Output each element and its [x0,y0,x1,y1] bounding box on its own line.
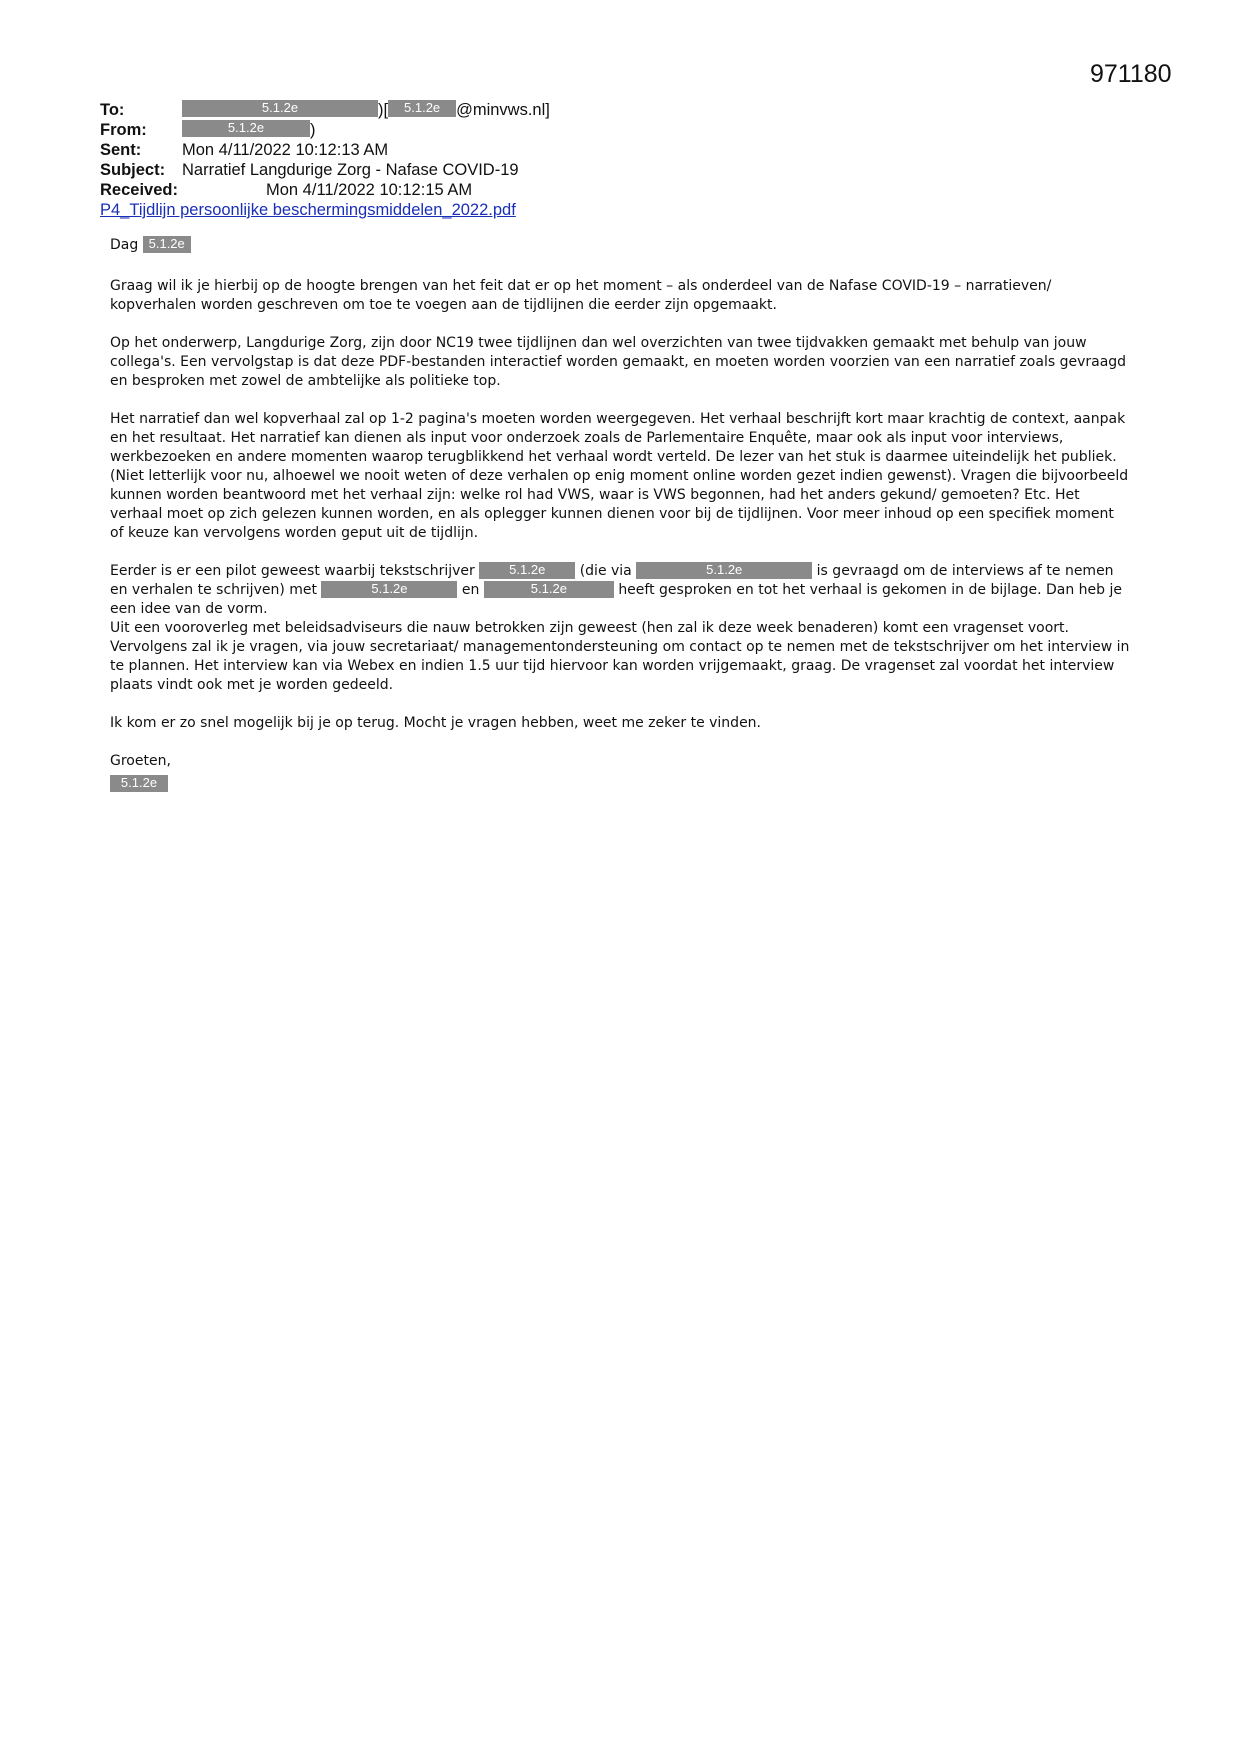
from-value [182,120,316,140]
to-value [182,100,550,120]
greeting [110,236,1130,258]
from-label: From: [100,121,147,139]
redaction-box: 5.1.2e [182,100,378,117]
pilot-text: Eerder is er een pilot geweest waarbij tekstschrijver [110,563,475,579]
subject-label: Subject: [100,161,166,179]
closing: Groeten, [110,753,171,769]
paragraph-pilot [110,562,1130,619]
sent-label: Sent: [100,141,142,159]
to-email-domain: @minvws.nl] [456,101,550,119]
sent-value: Mon 4/11/2022 10:12:13 AM [182,141,389,159]
redaction-box: 5.1.2e [182,120,310,137]
redaction-box: 5.1.2e [388,100,456,117]
subject-value: Narratief Langdurige Zorg - Nafase COVID-19 [182,161,519,179]
paragraph-questions: Uit een vooroverleg met beleidsadviseurs die nauw betrokken zijn geweest (hen zal ik deze week benaderen) komt een vragenset voort. Vervolgens zal ik je vragen, via jouw secretariaat/ managementondersteuning om contact op te nemen met de tekstschrijver om het interview in te plannen. Het interview kan via Webex en indien 1.5 uur tijd hiervoor kan worden vrijgemaakt, graag. De vragenset zal voordat het interview plaats vindt ook met je worden gedeeld. [110,620,1130,693]
to-label: To: [100,101,125,119]
attachment-link[interactable]: P4_Tijdlijn persoonlijke beschermingsmiddelen_2022.pdf [100,201,516,219]
to-row [100,100,1100,120]
paragraph-followup: Ik kom er zo snel mogelijk bij je op terug. Mocht je vragen hebben, weet me zeker te vinden. [110,715,761,731]
to-separator: )[ [378,101,389,119]
received-value: Mon 4/11/2022 10:12:15 AM [266,181,473,199]
from-suffix: ) [310,121,316,139]
pilot-text: is gevraagd om de interviews af te nemen en verhalen te schrijven) met [110,563,1114,598]
sent-row [100,140,1100,160]
redaction-box: 5.1.2e [110,775,168,792]
redaction-box: 5.1.2e [484,581,614,598]
email-header [100,100,1100,220]
received-row [100,180,1100,200]
from-row [100,120,1100,140]
redaction-box: 5.1.2e [143,236,191,253]
pilot-text: en [461,582,480,598]
greeting-text: Dag [110,237,139,253]
paragraph-intro: Graag wil ik je hierbij op de hoogte brengen van het feit dat er op het moment – als onderdeel van de Nafase COVID-19 – narratieven/ kopverhalen worden geschreven om toe te voegen aan de tijdlijnen die eerder zijn opgemaakt. [110,278,1052,313]
email-body [110,236,1130,794]
paragraph-narrative: Het narratief dan wel kopverhaal zal op 1-2 pagina's moeten worden weergegeven. Het verhaal beschrijft kort maar krachtig de context, aanpak en het resultaat. Het narratief kan dienen als input voor onderzoek zoals de Parlementaire Enquête, maar ook als input voor interviews, werkbezoeken en andere momenten waarop terugblikkend het verhaal wordt verteld. De lezer van het stuk is daarmee uiteindelijk het publiek. (Niet letterlijk voor nu, alhoewel we nooit weten of deze verhalen op enig moment online worden gezet indien gewenst). Vragen die bijvoorbeeld kunnen worden beantwoord met het verhaal zijn: welke rol had VWS, waar is VWS begonnen, had het anders gekund/ gemoeten? Etc. Het verhaal moet op zich gelezen kunnen worden, en als oplegger kunnen dienen voor bij de tijdlijnen. Voor meer inhoud op een specifiek moment of keuze kan vervolgens worden geput uit de tijdlijn. [110,411,1129,541]
subject-row [100,160,1100,180]
pilot-text: heeft gesproken en tot het verhaal is gekomen in de bijlage. Dan heb je een idee van de vorm. [110,582,1122,617]
redaction-box: 5.1.2e [321,581,457,598]
redaction-box: 5.1.2e [636,562,812,579]
signature [110,775,1130,794]
received-label: Received: [100,181,178,199]
document-number: 971180 [1090,60,1172,88]
redaction-box: 5.1.2e [479,562,575,579]
pilot-text: (die via [579,563,632,579]
paragraph-timelines: Op het onderwerp, Langdurige Zorg, zijn door NC19 twee tijdlijnen dan wel overzichten van twee tijdvakken gemaakt met behulp van jouw collega's. Een vervolgstap is dat deze PDF-bestanden interactief worden gemaakt, en moeten worden voorzien van een narratief zoals gevraagd en besproken met zowel de ambtelijke als politieke top. [110,335,1127,389]
